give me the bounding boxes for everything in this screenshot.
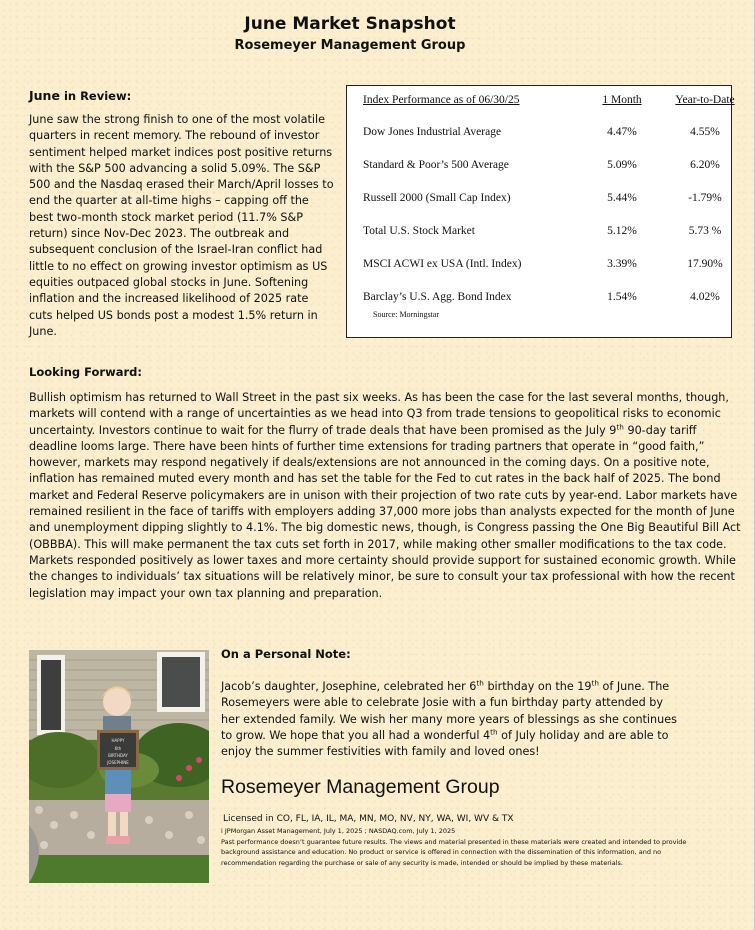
birthday-photo (29, 650, 209, 883)
index-name: Standard & Poor’s 500 Average (363, 159, 509, 171)
sign-line: BIRTHDAY (108, 753, 128, 758)
personal-body-part: of June. The Rosemeyers were able to celebrate Josie with a fun birthday party attended by her extended family. We wish her many more years of blessings as she continues to grow. We hope that you all had a wonderful 4 (221, 680, 677, 742)
index-name: Russell 2000 (Small Cap Index) (363, 192, 511, 204)
firm-name: Rosemeyer Management Group (221, 776, 500, 798)
table-row (363, 258, 735, 274)
personal-heading: On a Personal Note: (221, 647, 351, 661)
forward-body (29, 390, 741, 602)
table-row (363, 159, 735, 175)
source-note: Source: Morningstar (373, 310, 439, 319)
disclaimer: Past performance doesn’t guarantee future results. The views and material presented in these materials were created and intended to provide background assistance and education. No product or service is offered in connection with the dissemination of this information, and no recommendation regarding the purchase or sale of any security is made, intended or should be implied by these materials. (221, 838, 687, 867)
performance-table (346, 85, 735, 338)
table-row (363, 126, 735, 142)
page-subtitle: Rosemeyer Management Group (234, 38, 466, 53)
review-body: June saw the strong finish to one of the most volatile quarters in recent memory. The rebound of investor sentiment helped market indices post positive returns with the S&P 500 advancing a solid 5.09%. The S&P 500 and the Nasdaq erased their March/April losses to end the quarter at all-time highs – capping off the best two-month stock market period (11.7% S&P return) since Nov-Dec 2023. The outbreak and subsequent conclusion of the Israel-Iran conflict had little to no effect on growing investor optimism as US equities outpaced global stocks in June. Softening inflation and the increased likelihood of 2025 rate cuts helped US bonds post a modest 1.5% return in June. (29, 113, 334, 338)
table-row (363, 192, 735, 208)
forward-heading: Looking Forward: (29, 365, 142, 379)
col-month-header: 1 Month (602, 94, 642, 106)
index-name: MSCI ACWI ex USA (Intl. Index) (363, 258, 522, 270)
licensed-states: Licensed in CO, FL, IA, IL, MA, MN, MO, NV, NY, WA, WI, WV & TX (223, 814, 514, 824)
performance-header-row (363, 94, 735, 110)
forward-body-part: Bullish optimism has returned to Wall Street in the past six weeks. As has been the case for the last several months, though, markets will contend with a range of uncertainties as we head into Q3 from trade tensions to geopolitical risks to economic uncertainty. Investors continue to wait for the flurry of trade deals that have been promised as the July 9 (29, 391, 729, 437)
ytd-value: 4.02% (690, 291, 720, 303)
ordinal-suffix: th (490, 727, 498, 737)
ordinal-suffix: th (591, 678, 599, 688)
ytd-value: 4.55% (690, 126, 720, 138)
personal-body-part: of July holiday and are able to enjoy the summer festivities with family and loved ones! (221, 728, 669, 759)
sign-line: JOSEPHINE (107, 760, 129, 765)
ytd-value: -1.79% (688, 192, 722, 204)
index-name: Dow Jones Industrial Average (363, 126, 502, 138)
birthday-photo-image (29, 650, 209, 883)
col-index-header: Index Performance as of 06/30/25 (363, 94, 520, 106)
page-title: June Market Snapshot (244, 14, 456, 34)
ordinal-suffix: th (616, 421, 624, 431)
ytd-value: 6.20% (690, 159, 720, 171)
forward-body-part: 90-day tariff deadline looms large. There have been hints of further time extensions for trading partners that operate in “good faith,” however, markets may respond negatively if deals/extensions are not announced in the coming days. On a positive note, inflation has remained muted every month and has set the table for the Fed to cut rates in the back half of 2025. The bond market and Federal Reserve policymakers are in unison with their projection of two rate cuts by year-end. Labor markets have remained resilient in the face of tariffs with employers adding 37,000 more jobs than analysts expected for the month of June and unemployment dipping slightly to 4.1%. The big domestic news, though, is Congress passing the One Big Beautiful Bill Act (OBBBA). This will make permanent the tax cuts set forth in 2017, while making other smaller modifications to the tax code. Markets responded positively as lower taxes and more certainty should provide support for sustained economic growth. While the changes to individuals’ tax situations will be relatively minor, be sure to consult your tax professional with how the recent legislation may impact your own tax planning and preparation. (29, 423, 741, 600)
table-row (363, 291, 735, 307)
sources-line: i JPMorgan Asset Management, July 1, 2025 ; NASDAQ.com, July 1, 2025 (221, 827, 456, 835)
review-heading (29, 88, 131, 103)
sign-line: 6th (114, 746, 122, 751)
personal-body (221, 679, 681, 760)
index-name: Barclay’s U.S. Agg. Bond Index (363, 291, 512, 303)
month-value: 1.54% (607, 291, 637, 303)
ytd-value: 17.90% (687, 258, 723, 270)
personal-body-part: Jacob’s daughter, Josephine, celebrated her 6 (221, 680, 477, 693)
col-ytd-header: Year-to-Date (675, 94, 735, 106)
month-value: 3.39% (607, 258, 637, 270)
ordinal-suffix: th (476, 678, 484, 688)
sign-line: HAPPY (111, 738, 125, 743)
month-value: 4.47% (607, 126, 637, 138)
month-value: 5.44% (607, 192, 637, 204)
table-row (363, 225, 735, 241)
ytd-value: 5.73 % (688, 225, 722, 237)
month-value: 5.12% (607, 225, 637, 237)
review-heading-month: June (29, 88, 60, 103)
personal-body-part: birthday on the 19 (483, 680, 592, 693)
index-name: Total U.S. Stock Market (363, 225, 475, 237)
review-heading-label: in Review: (59, 89, 132, 103)
month-value: 5.09% (607, 159, 637, 171)
